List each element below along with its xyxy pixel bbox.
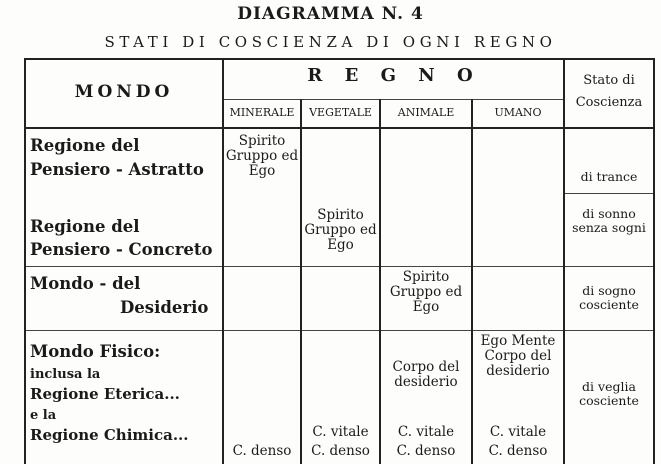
diagram-title: DIAGRAMMA N. 4 (237, 4, 424, 24)
col-divider-mondo (222, 58, 224, 464)
header-regno: R E G N O (307, 65, 481, 86)
row-divider-fisico (24, 330, 654, 331)
stato-sonno: di sonno senza sogni (572, 206, 646, 236)
row-label-fisico-2: inclusa la (30, 367, 101, 382)
col-divider-minerale (300, 99, 302, 464)
cell-umano-c-vitale: C. vitale (489, 424, 547, 440)
cell-minerale-c-denso: C. denso (232, 443, 292, 459)
row-divider-desiderio (24, 266, 654, 267)
cell-vegetale-spirito-gruppo: Spirito Gruppo ed Ego (304, 207, 377, 253)
row-label-fisico-1: Mondo Fisico: (30, 342, 161, 361)
col-divider-animale (471, 99, 473, 464)
header-stato-line2: Coscienza (575, 95, 643, 110)
col-divider-umano (563, 58, 565, 464)
stato-sogno: di sogno cosciente (579, 283, 639, 313)
row-label-concreto-1: Regione del (30, 217, 140, 236)
cell-animale-spirito-gruppo: Spirito Gruppo ed Ego (389, 269, 463, 315)
diagram-subtitle: STATI DI COSCIENZA DI OGNI REGNO (104, 33, 557, 51)
row-label-concreto-2: Pensiero - Concreto (30, 240, 213, 259)
header-vegetale: VEGETALE (309, 106, 372, 119)
stato-trance: di trance (580, 169, 638, 184)
row-label-astratto-2: Pensiero - Astratto (30, 160, 204, 179)
cell-umano-c-denso: C. denso (488, 443, 548, 459)
header-animale: ANIMALE (397, 106, 455, 119)
cell-umano-ego-mente-corpo: Ego Mente Corpo del desiderio (480, 333, 556, 379)
row-label-fisico-4: e la (30, 408, 57, 423)
cell-vegetale-c-denso: C. denso (311, 443, 370, 459)
row-label-fisico-3: Regione Eterica... (30, 385, 180, 403)
row-label-fisico-5: Regione Chimica... (30, 426, 189, 444)
regno-subheader-divider (224, 99, 564, 100)
stato-veglia: di veglia cosciente (579, 379, 639, 409)
header-stato-line1: Stato di (583, 73, 635, 88)
cell-animale-c-denso: C. denso (396, 443, 456, 459)
table-top-border (24, 58, 654, 60)
row-label-astratto-1: Regione del (30, 136, 140, 155)
table-right-border (653, 58, 655, 464)
row-label-desiderio-2: Desiderio (120, 298, 209, 317)
cell-animale-c-vitale: C. vitale (397, 424, 455, 440)
cell-vegetale-c-vitale: C. vitale (312, 424, 369, 440)
cell-minerale-spirito-gruppo: Spirito Gruppo ed Ego (225, 133, 299, 179)
row-label-desiderio-1: Mondo - del (30, 274, 141, 293)
cell-animale-corpo-desiderio: Corpo del desiderio (392, 359, 460, 390)
header-minerale: MINERALE (229, 106, 295, 119)
header-mondo: MONDO (74, 82, 174, 102)
stato-divider-1 (564, 193, 654, 194)
header-bottom-border (24, 127, 654, 129)
table-left-border (24, 58, 26, 464)
header-umano: UMANO (494, 106, 542, 119)
